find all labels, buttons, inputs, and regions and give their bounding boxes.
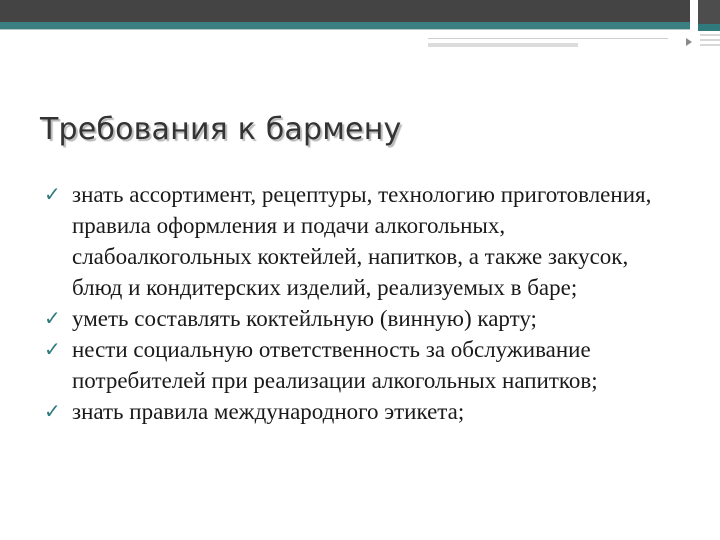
- slide-title: Требования к бармену: [40, 112, 402, 147]
- list-item: [44, 179, 684, 303]
- checkmark-icon: ✓: [44, 182, 61, 206]
- triangle-icon: [686, 38, 692, 46]
- checkmark-icon: ✓: [44, 337, 61, 361]
- decorative-lines: [700, 34, 720, 50]
- checkmark-icon: ✓: [44, 306, 61, 330]
- list-item-text: уметь составлять коктейльную (винную) карту;: [72, 306, 537, 331]
- list-item-text: знать правила международного этикета;: [72, 399, 465, 424]
- bullet-list: [44, 179, 684, 427]
- corner-accent-teal: [698, 24, 720, 31]
- corner-accent-dark: [698, 0, 720, 24]
- checkmark-icon: ✓: [44, 399, 61, 423]
- header-bar-dark: [0, 0, 690, 22]
- decorative-line: [428, 38, 668, 39]
- decorative-line: [428, 43, 578, 47]
- list-item: [44, 396, 684, 427]
- list-item: [44, 334, 684, 396]
- header-divider: [0, 29, 690, 30]
- list-item-text: знать ассортимент, рецептуры, технологию приготовления, правила оформления и подачи алкогольных, слабоалкогольных коктейлей, напитков, а также закусок, блюд и кондитерских изделий, реализуемых в баре;: [72, 182, 652, 300]
- list-item: [44, 303, 684, 334]
- list-item-text: нести социальную ответственность за обслуживание потребителей при реализации алкогольных напитков;: [72, 337, 598, 393]
- header-bar-teal: [0, 22, 690, 29]
